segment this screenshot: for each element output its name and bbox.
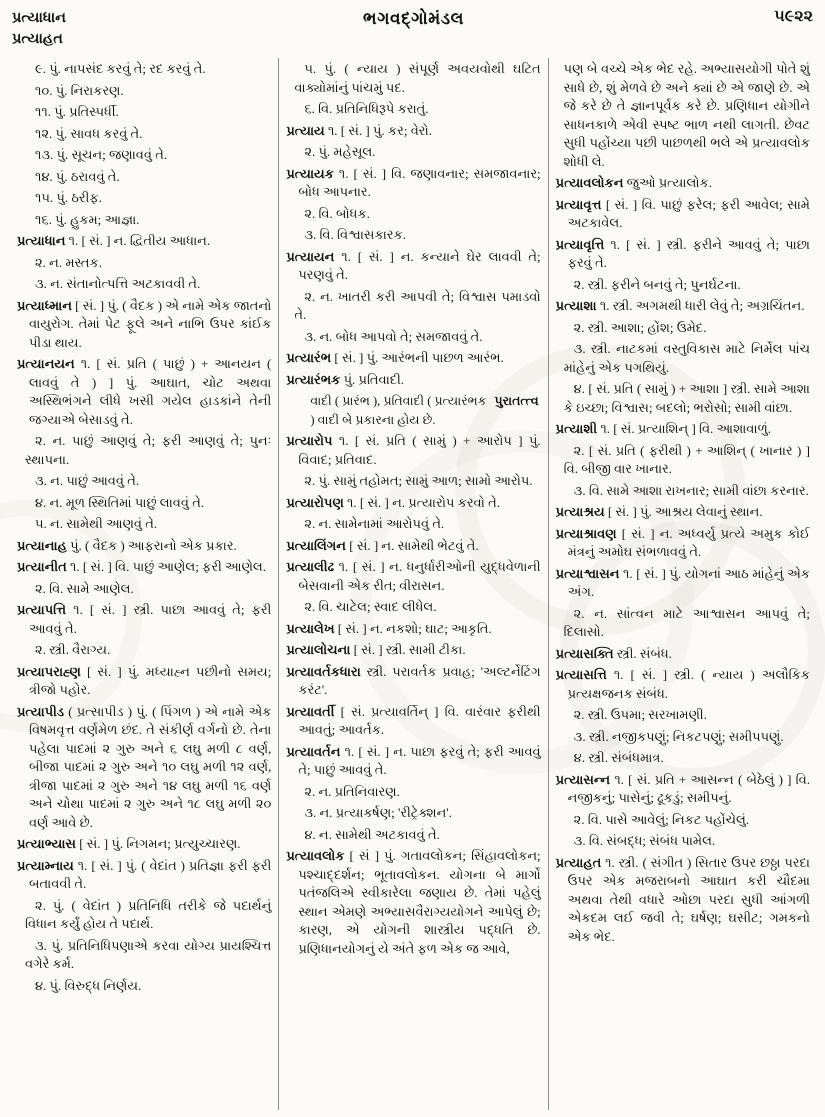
headword: પ્રત્યાસક્તિ [555, 645, 617, 661]
headword: પ્રત્યાવલોકન [555, 175, 627, 190]
sense-line: ૩. વિ. વિશ્વાસકારક. [304, 227, 406, 242]
dictionary-entry: પ્રત્યાનયન ૧. [ સં. પ્રતિ ( પાછું ) + આનયન ( લાવવું તે ) ] પું. આઘાત, ચોટ અથવા અસ્થિભંગને લીધે ખસી ગયેલ હાડકાંને તેની જગ્યાએ બેસાડવું તે. [17, 356, 272, 427]
sense-line: ૨. પું. ( વેદાંત ) પ્રતિનિધિ તરીકે જે પદાર્થનું વિધાન કર્યું હોય તે પદાર્થ. [25, 897, 272, 931]
sense-line: ૪. ન. મૂળ સ્થિતિમાં પાછું લાવવું તે. [35, 494, 205, 510]
dictionary-entry: પ્રત્યારંભ [ સં. ] પું. આરંભની પાછળ આરંભ. [286, 350, 504, 365]
sense-line: ૨. ન. સાંત્વન માટે આશ્વાસન આપવું તે; દિલાસો. [563, 605, 810, 639]
sense-line: ૩. સ્ત્રી. નજીકપણું; નિકટપણું; સમીપપણું. [573, 728, 784, 744]
sense-line: ૯. પું. નાપસંદ કરવું તે; રદ કરવું તે. [35, 61, 206, 76]
dictionary-entry: પ્રત્યાશા ૧. સ્ત્રી. અગમથી ધારી લેવું તે; અગ્રચિંતન. [555, 298, 805, 313]
sense-line: ૪. સ્ત્રી. સંબંધમાત્ર. [573, 750, 664, 765]
sense-line: ૨. સ્ત્રી. આશા; હોંશ; ઉમેદ. [573, 319, 707, 335]
page-number: ૫૯૨૨ [774, 8, 813, 25]
dictionary-entry: પ્રત્યાલોચના [ સં. ] સ્ત્રી. સામી ટીકા. [286, 642, 466, 657]
sense-line: ૨. વિ. સામે આણેલ. [35, 580, 134, 596]
headword: પ્રત્યારોપ [286, 433, 339, 448]
dictionary-entry: પ્રત્યાનાહ પું. ( વૈદક ) આફરાનો એક પ્રકાર. [17, 537, 237, 553]
dictionary-entry: પ્રત્યારોપણ ૧. [ સં. ] ન. પ્રત્યારોપ કરવો તે. [286, 494, 501, 510]
headword: પ્રત્યાલોચના [286, 642, 354, 657]
headword: પ્રત્યાયન [286, 248, 342, 264]
dictionary-entry: પ્રત્યાશ્રાવણ [ સં. ] ન. અધ્વર્યુ પ્રત્યે અમુક કોઈ મંત્રનું અમોઘ સંભળાવવું તે. [555, 525, 810, 559]
sense-line: ૪. ન. સામેથી અટકાવવું તે. [304, 826, 440, 842]
dictionary-entry: પ્રત્યાયન ૧. [ સં. ] ન. કન્યાને ઘેર લાવવી તે; પરણવું તે. [286, 248, 541, 282]
sense-line: ૩. વિ. સામે આશા રાખનાર; સામી વાંછા કરનાર. [573, 482, 809, 498]
sense-line: પણ બે વચ્ચે એક ભેદ રહે. અભ્યાસયોગી પોતે શું સાધે છે, શું મેળવે છે અને ક્યાં છે એ જાણે છે. એ જે કરે છે તે જ્ઞાનપૂર્વક કરે છે. પ્રણિધાન યોગીને સાધનકાળે એવી સ્પષ્ટ ભાળ નથી લાગતી. છેવટ સુધી પહોંચ્યા પછી પાછળથી ભલે એ પ્રત્યાવલોક શોધી લે. [563, 61, 810, 169]
sense-line: ૫. ન. સામેથી આણવું તે. [35, 516, 158, 531]
headword: પ્રત્યાસન્ન [555, 771, 615, 787]
sense-line: ૩. વિ. સંબદ્ધ; સંબંધ પામેલ. [573, 833, 716, 848]
citation-block: પુરાતત્ત્વ વાદી ( પ્રારંભ ), પ્રતિવાદી ( પ્રત્યારંભક ) વાદી બે પ્રકારના હોય છે. [310, 394, 539, 427]
sense-line: ૧૫. પું. ઠરીફ. [35, 190, 102, 205]
headword: પ્રત્યાશ્વાસન [555, 565, 624, 581]
sense-line: ૨. સ્ત્રી. ફરીને બનવું તે; પુનર્ઘટના. [573, 276, 741, 292]
sense-line: ૨. વિ. પાસે આવેલું; નિકટ પહોંચેલું. [573, 811, 750, 827]
dictionary-entry: પ્રત્યાશ્વાસન ૧. [ સં. ] પું. યોગનાં આઠ માંહેનું એક અંગ. [555, 565, 810, 599]
sense-line: ૧૧. પું. પ્રતિસ્પર્ધી. [35, 104, 119, 119]
dictionary-entry: પ્રત્યાવલોકન જુઓ પ્રત્યાલોક. [555, 175, 712, 190]
page-title: ભગવદ્ગોમંડલ [363, 9, 464, 28]
headword: પ્રત્યાપરાહ્ણ [17, 663, 87, 679]
dictionary-entry: પ્રત્યાહત ૧. સ્ત્રી. ( સંગીત ) સિતાર ઉપર છઠ્ઠા પરદા ઉપર એક મજરાબનો આઘાત કરી ચૌદમા અથવા તેથી વધારે ઓછા પરદા સુધી આંગળી એકદમ લઈ જવી તે; ઘર્ષણ; ઘસીટ; ગમકનો એક ભેદ. [555, 854, 810, 944]
sense-line: ૨. પું. મહેસૂલ. [304, 144, 376, 159]
sense-line: ૧૬. પું. હુકમ; આજ્ઞા. [35, 211, 140, 227]
dictionary-entry: પ્રત્યાધ્માન [ સં. ] પું. ( વૈદક ) એ નામે એક જાતનો વાયુરોગ. તેમાં પેટ ફૂલે અને નાભિ ઉપર કાંઈક પીડા થાય. [17, 297, 272, 350]
sense-line: ૨. ન. સામેનામાં આરોપવું તે. [304, 516, 445, 531]
headword: પ્રત્યાશ્રય [555, 504, 608, 519]
headword: પ્રત્યારંભ [286, 350, 335, 365]
dictionary-entry: પ્રત્યાવર્તન ૧. [ સં. ] ન. પાછા ફરવું તે; ફરી આવવું તે; પાછું આવવું તે. [286, 743, 541, 777]
dictionary-entry: પ્રત્યાપત્તિ ૧. [ સં. ] સ્ત્રી. પાછા આવવું તે; ફરી આવવું તે. [17, 602, 272, 636]
dictionary-entry: પ્રત્યાવૃત્ત [ સં. ] વિ. પાછું ફરેલ; ફરી આવેલ; સામે અટકાવેલ. [555, 196, 810, 230]
sense-line: ૨. ન. ખાતરી કરી આપવી તે; વિશ્વાસ પમાડવો તે. [294, 288, 541, 322]
dictionary-entry: પ્રત્યાશી ૧. [ સં. પ્રત્યાશિન્ ] વિ. આશાવાળું. [555, 421, 771, 436]
headword: પ્રત્યાવર્તન [286, 743, 345, 759]
headword: પ્રત્યાપીડ [17, 703, 69, 719]
sense-line: ૪. પું. વિરુદ્ધ નિર્ણય. [35, 977, 142, 993]
dictionary-entry: પ્રત્યામ્નાય ૧. [ સં. ] પું. ( વેદાંત ) પ્રતિજ્ઞા ફરી ફરી બતાવવી તે. [17, 857, 272, 891]
dictionary-entry: પ્રત્યાવર્તકધારા સ્ત્રી. પરાવર્તક પ્રવાહ; 'અલ્ટર્નેટિંગ કરંટ'. [286, 663, 541, 697]
sense-line: ૨. ન. પાછું આણવું તે; ફરી આણવું તે; પુનઃ સ્થાપના. [25, 433, 272, 467]
headword: પ્રત્યાલિંગન [286, 537, 350, 553]
dictionary-entry: પ્રત્યાપરાહ્ણ [ સં. ] પું. મધ્યાહ્ન પછીનો સમય; ત્રીજો પહોર. [17, 663, 272, 697]
sense-line: ૧૩. પું. સૂચન; જણાવવું તે. [35, 147, 168, 162]
headword: પ્રત્યાધ્માન [17, 297, 76, 313]
dictionary-entry: પ્રત્યાવૃત્તિ ૧. [ સં. ] સ્ત્રી. ફરીને આવવું તે; પાછા ફરવું તે. [555, 236, 810, 270]
headword: પ્રત્યાવૃત્તિ [555, 236, 611, 252]
sense-line: ૩. ન. સંતાનોત્પત્તિ અટકાવવી તે. [35, 276, 201, 291]
column-1 [10, 58, 278, 1110]
headword: પ્રત્યારંભક [286, 371, 344, 387]
sense-line: ૪. [ સં. પ્રતિ ( સામું ) + આશા ] સ્ત્રી. સામે આશા કે ઇચ્છા; વિશ્વાસ; બદલો; ભરોસો; સામી વાંછા. [563, 381, 810, 415]
sense-line: ૩. ન. પાછું આવવું તે. [35, 473, 140, 488]
headword: પ્રત્યાશા [555, 298, 600, 313]
headword: પ્રત્યામ્નાય [17, 857, 78, 873]
sense-line: ૨. ન. મસ્તક. [35, 254, 102, 270]
headword: પ્રત્યારોપણ [286, 494, 348, 510]
guide-word-last: પ્રત્યાહત [12, 31, 63, 47]
sense-line: ૨. સ્ત્રી. ઉપમા; સરખામણી. [573, 707, 707, 722]
headword: પ્રત્યાય [286, 122, 328, 138]
dictionary-entry: પ્રત્યાય ૧. [ સં. ] પું. કર; વેરો. [286, 122, 433, 138]
headword: પ્રત્યાલીઢ [286, 559, 339, 574]
headword: પ્રત્યાવર્તી [286, 703, 341, 719]
headword: પ્રત્યાધાન [17, 233, 69, 248]
sense-line: ૩. સ્ત્રી. નાટકમાં વસ્તુવિકાસ માટે નિર્મેલ પાંચ માંહેનું એક પગથિયું. [563, 341, 810, 375]
dictionary-entry: પ્રત્યાસક્તિ સ્ત્રી. સંબંધ. [555, 645, 672, 661]
dictionary-entry: પ્રત્યાશ્રય [ સં. ] પું. આશ્રય લેવાનું સ્થાન. [555, 504, 763, 519]
sense-line: ૨. વિ. બોધક. [304, 205, 370, 221]
sense-line: ૩. પું. પ્રતિનિધિપણાએ કરવા યોગ્ય પ્રાયશ્ચિત્ત વગેરે કર્મ. [25, 937, 272, 971]
dictionary-entry: પ્રત્યાલિંગન [ સં. ] ન. સામેથી ભેટવું તે. [286, 537, 479, 553]
headword: પ્રત્યાલેખ [286, 620, 338, 636]
headword: પ્રત્યાનયન [17, 356, 81, 371]
dictionary-entry: પ્રત્યાધાન ૧. [ સં. ] ન. દ્વિતીય આધાન. [17, 233, 211, 248]
dictionary-entry: પ્રત્યાભ્યાસ [ સં. ] પું. નિગમન; પ્રત્યુચ્ચારણ. [17, 836, 241, 851]
sense-line: ૩. ન. પ્રત્યાકર્ષણ; 'રીટ્રેક્શન'. [304, 805, 452, 820]
sense-line: ૨. [ સં. પ્રતિ ( ફરીથી ) + આશિન્ ( ખાનાર ) ] વિ. બીજી વાર ખાનાર. [563, 442, 810, 476]
column-3 [548, 58, 817, 1110]
dictionary-entry: પ્રત્યાસન્ન ૧. [ સં. પ્રતિ + આસન્ન ( બેઠેલું ) ] વિ. નજીકનું; પાસેનું; ઢૂકડું; સમીપનું. [555, 771, 810, 805]
sense-line: ૨. સ્ત્રી. વૈરાગ્ય. [35, 642, 111, 657]
headword: પ્રત્યાવર્તકધારા [286, 663, 367, 679]
sense-line: ૨. ન. પ્રતિનિવારણ. [304, 783, 400, 799]
dictionary-entry: પ્રત્યારોપ ૧. [ સં. પ્રતિ ( સામું ) + આરોપ ] પું. વિવાદ; પ્રતિવાદ. [286, 433, 541, 467]
dictionary-entry: પ્રત્યાયક ૧. [ સં. ] વિ. જણાવનાર; સમજાવનાર; બોધ આપનાર. [286, 165, 541, 199]
sense-line: ૬. વિ. પ્રતિનિધિરૂપે કરાતું. [304, 101, 429, 116]
dictionary-entry: પ્રત્યાવલોક [ સં ] પું. ગતાવલોકન; સિંહાવલોકન; પશ્ચાદ્દર્શન; ભૂતાવલોકન. યોગના બે માર્ગો પતંજલિએ સ્વીકારેલા જણાય છે. તેમાં પહેલું સ્થાન એમણે અભ્યાસવૈરાગ્યયોગને આપેલું છે; કારણ, એ યોગની શાસ્ત્રીય પદ્ધતિ છે. પ્રણિધાનયોગનું યે અંતે ફળ એક જ આવે, [286, 848, 541, 956]
dictionary-body [10, 58, 817, 1110]
headword: પ્રત્યાવૃત્ત [555, 196, 606, 212]
headword: પ્રત્યાશી [555, 421, 601, 436]
page-header [10, 8, 817, 54]
headword: પ્રત્યાનીત [17, 559, 70, 574]
sense-line: ૧૪. પું. ઠરાવવું તે. [35, 168, 120, 184]
dictionary-entry: પ્રત્યાપીડ ( પ્રત્સાપીડ ) પું. ( પિંગળ ) એ નામે એક વિષમવૃત્ત વર્ણમેળ છંદ. તે સંકીર્ણ વર્ગનો છે. તેના પહેલા પાદમાં ૨ ગુરુ અને ૬ લઘુ મળી ૮ વર્ણ, બીજા પાદમાં ૨ ગુરુ અને ૧૦ લઘુ મળી ૧૨ વર્ણ, ત્રીજા પાદમાં ૨ ગુરુ અને ૧૪ લઘુ મળી ૧૬ વર્ણ અને ચોથા પાદમાં ૨ ગુરુ અને ૧૮ લઘુ મળી ૨૦ વર્ણ આવે છે. [17, 703, 272, 830]
headword: પ્રત્યાનાહ [17, 537, 71, 553]
sense-line: ૨. પું. સામું તહોમત; સામું આળ; સામો આરોપ. [304, 473, 533, 488]
column-2 [278, 58, 547, 1110]
dictionary-entry: પ્રત્યાવર્તી [ સં. પ્રત્યાવર્તિન્ ] વિ. વારંવાર ફરીથી આવતું; આવર્તક. [286, 703, 541, 737]
headword: પ્રત્યાપત્તિ [17, 602, 74, 617]
dictionary-entry: પ્રત્યાસત્તિ ૧. [ સં. ] સ્ત્રી. ( ન્યાય ) અલૌકિક પ્રત્યક્ષજનક સંબંધ. [555, 667, 810, 701]
guide-word-first: પ્રત્યાધાન [12, 10, 66, 26]
dictionary-entry: પ્રત્યાનીત ૧. [ સં. ] વિ. પાછું આણેલ; ફરી આણેલ. [17, 559, 266, 574]
dictionary-entry: પ્રત્યારંભક પું. પ્રતિવાદી. [286, 371, 405, 387]
sense-line: ૧૨. પું. સાવધ કરવું તે. [35, 125, 143, 141]
sense-line: ૫. પું. ( ન્યાય ) સંપૂર્ણ અવયવોથી ઘટિત વાક્યોમાંનું પાંચમું પદ. [294, 61, 541, 95]
dictionary-entry: પ્રત્યાલેખ [ સં. ] ન. નકશો; ઘાટ; આકૃતિ. [286, 620, 492, 636]
sense-line: ૧૦. પું. નિરાકરણ. [35, 82, 124, 98]
headword: પ્રત્યાવલોક [286, 848, 350, 863]
headword: પ્રત્યાશ્રાવણ [555, 525, 622, 541]
headword: પ્રત્યાભ્યાસ [17, 836, 80, 851]
headword: પ્રત્યાસત્તિ [555, 667, 614, 682]
dictionary-entry: પ્રત્યાલીઢ ૧. [ સં. ] ન. ધનુર્ધારીઓની યુદ્ધવેળાની બેસવાની એક રીત; વીરાસન. [286, 559, 541, 593]
headword: પ્રત્યાહત [555, 854, 606, 870]
sense-line: ૨. વિ. ચાટેલ; સ્વાદ લીધેલ. [304, 599, 437, 614]
sense-line: ૩. ન. બોધ આપવો તે; સમજાવવું તે. [304, 328, 483, 344]
headword: પ્રત્યાયક [286, 165, 339, 181]
quote-attribution: પુરાતત્ત્વ [494, 394, 539, 408]
